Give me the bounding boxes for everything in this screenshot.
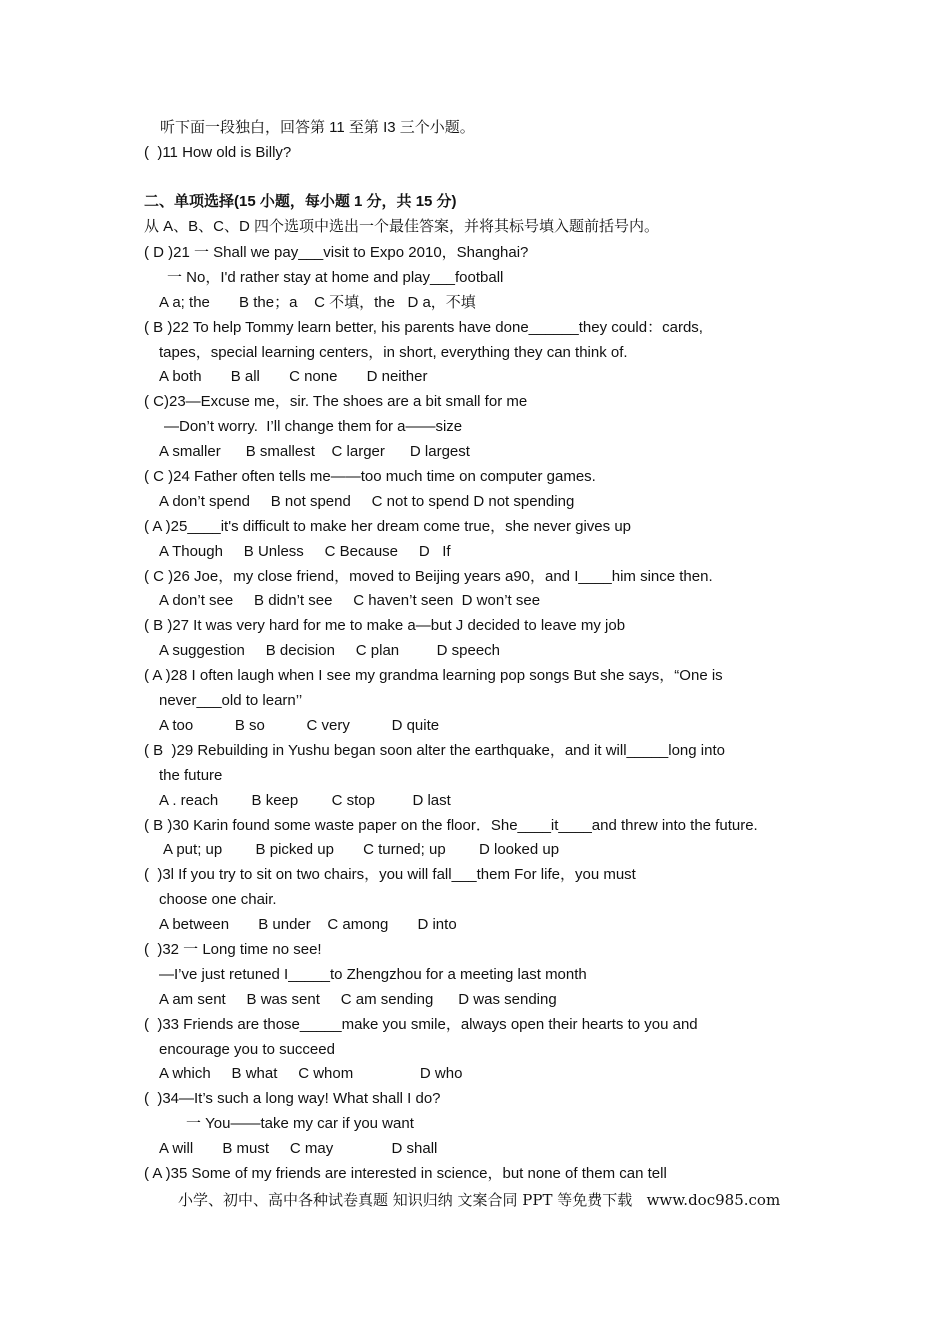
- question-33-options: A which B what C whom D who: [159, 1065, 463, 1082]
- question-25: ( A )25____it's difficult to make her dream come true，she never gives up: [144, 518, 632, 535]
- question-23-response: —Don’t worry. I’ll change them for a——size: [164, 418, 463, 435]
- question-35: ( A )35 Some of my friends are interested in science，but none of them can tell: [144, 1165, 667, 1182]
- question-23: ( C)23—Excuse me，sir. The shoes are a bit small for me: [144, 393, 528, 410]
- question-22-continued: tapes，special learning centers，in short, everything they can think of.: [159, 344, 628, 361]
- question-32-options: A am sent B was sent C am sending D was sending: [159, 991, 557, 1008]
- question-31-options: A between B under C among D into: [159, 916, 457, 933]
- question-29-continued: the future: [159, 767, 223, 784]
- question-34: ( )34—It’s such a long way! What shall I do?: [144, 1090, 441, 1107]
- question-31-continued: choose one chair.: [159, 891, 277, 908]
- question-21: ( D )21 一 Shall we pay___visit to Expo 2010，Shanghai?: [144, 244, 529, 261]
- question-34-response: 一 You——take my car if you want: [186, 1115, 414, 1132]
- question-27: ( B )27 It was very hard for me to make a—but J decided to leave my job: [144, 617, 626, 634]
- listening-instruction: 听下面一段独白，回答第 11 至第 I3 三个小题。: [160, 119, 475, 136]
- question-27-options: A suggestion B decision C plan D speech: [159, 642, 501, 659]
- question-22-options: A both B all C none D neither: [159, 368, 428, 385]
- footer-text: 小学、初中、高中各种试卷真题 知识归纳 文案合同 PPT 等免费下载 www.doc985.com: [178, 1191, 781, 1209]
- question-21-response: 一 No，I'd rather stay at home and play___football: [167, 269, 504, 286]
- question-11: ( )11 How old is Billy?: [144, 144, 292, 161]
- question-21-options: A a; the B the；a C 不填，the D a，不填: [159, 294, 476, 311]
- question-34-options: A will B must C may D shall: [159, 1140, 438, 1157]
- question-31: ( )3l If you try to sit on two chairs，you will fall___them For life，you must: [144, 866, 636, 883]
- question-33-continued: encourage you to succeed: [159, 1041, 335, 1058]
- question-25-options: A Though B Unless C Because D If: [159, 543, 451, 560]
- question-26-options: A don’t see B didn’t see C haven’t seen D won’t see: [159, 592, 541, 609]
- question-29-options: A . reach B keep C stop D last: [159, 792, 451, 809]
- question-28-options: A too B so C very D quite: [159, 717, 440, 734]
- question-26: ( C )26 Joe，my close friend，moved to Beijing years a90，and I____him since then.: [144, 568, 713, 585]
- question-23-options: A smaller B smallest C larger D largest: [159, 443, 470, 460]
- question-30-options: A put; up B picked up C turned; up D looked up: [163, 841, 560, 858]
- question-33: ( )33 Friends are those_____make you smile，always open their hearts to you and: [144, 1016, 698, 1033]
- question-24-options: A don’t spend B not spend C not to spend D not spending: [159, 493, 575, 510]
- question-32: ( )32 一 Long time no see!: [144, 941, 322, 958]
- question-32-response: —I’ve just retuned I_____to Zhengzhou for a meeting last month: [159, 966, 587, 983]
- question-28: ( A )28 I often laugh when I see my grandma learning pop songs But she says，“One is: [144, 667, 723, 684]
- question-24: ( C )24 Father often tells me——too much time on computer games.: [144, 468, 596, 485]
- section-instruction: 从 A、B、C、D 四个选项中选出一个最佳答案，并将其标号填入题前括号内。: [144, 218, 660, 235]
- question-22: ( B )22 To help Tommy learn better, his parents have done______they could：cards,: [144, 319, 703, 336]
- section-heading: 二、单项选择(15 小题，每小题 1 分，共 15 分): [144, 193, 457, 210]
- question-29: ( B )29 Rebuilding in Yushu began soon alter the earthquake，and it will_____long into: [144, 742, 725, 759]
- question-28-continued: never___old to learn’’: [159, 692, 303, 709]
- question-30: ( B )30 Karin found some waste paper on the floor．She____it____and threw into the future.: [144, 817, 758, 834]
